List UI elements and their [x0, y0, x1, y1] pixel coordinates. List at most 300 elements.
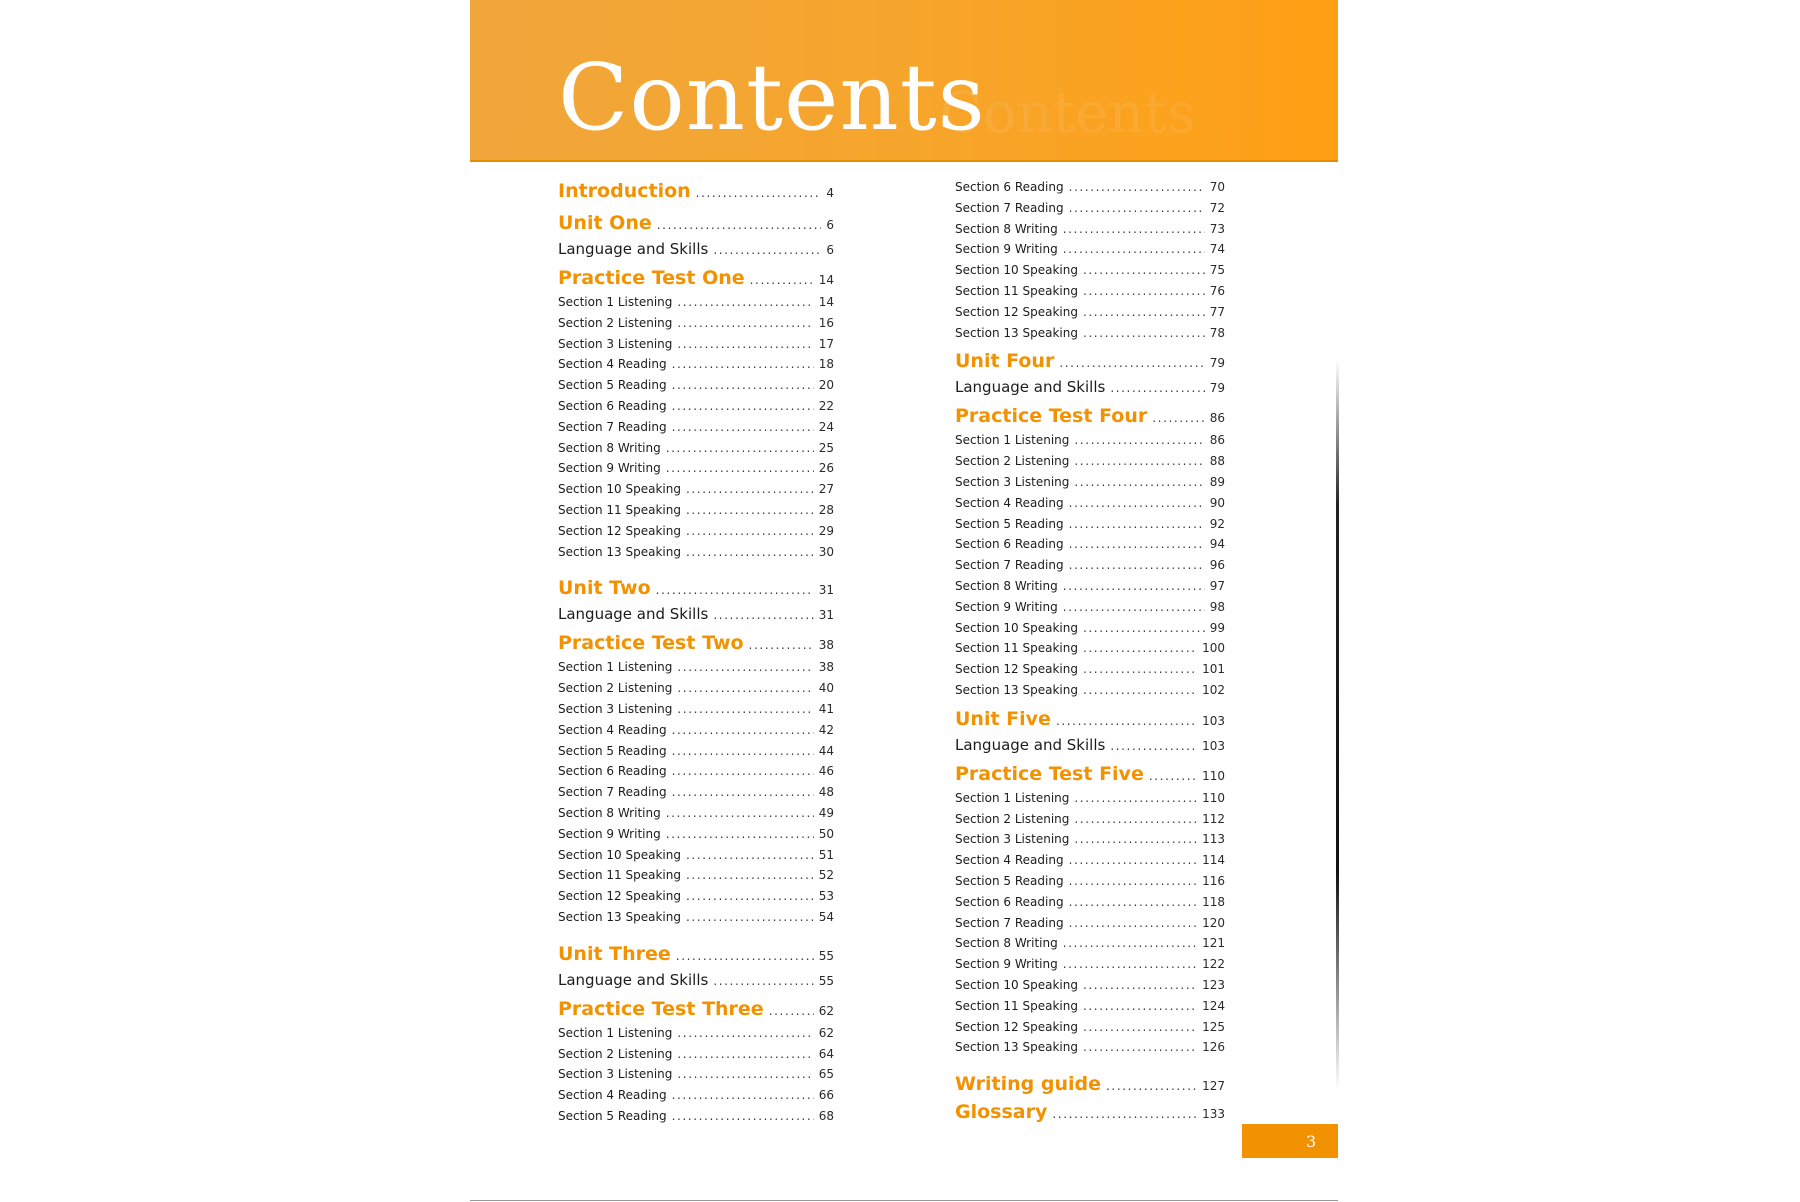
- toc-section-entry[interactable]: [955, 1020, 1225, 1041]
- toc-entry-page: 17: [818, 336, 834, 351]
- toc-dot-leader: [1083, 641, 1197, 655]
- toc-entry-page: 100: [1202, 641, 1225, 656]
- toc-dot-leader: [1069, 895, 1198, 909]
- toc-section-entry[interactable]: [955, 305, 1225, 326]
- toc-heading-entry[interactable]: [558, 212, 834, 240]
- toc-entry-title: Language and Skills: [558, 605, 709, 624]
- toc-section-entry[interactable]: [955, 242, 1225, 263]
- toc-entry-title: Section 2 Listening: [558, 315, 673, 330]
- toc-dot-leader: [1069, 916, 1198, 930]
- toc-entry-page: 62: [818, 1003, 834, 1018]
- toc-entry-title: Section 8 Writing: [955, 221, 1058, 236]
- toc-entry-page: 42: [818, 722, 834, 737]
- toc-section-entry[interactable]: [955, 978, 1225, 999]
- toc-entry-page: 14: [818, 273, 834, 287]
- toc-entry-page: 25: [818, 440, 834, 455]
- toc-entry-page: 92: [1209, 516, 1225, 531]
- toc-entry-title: Section 13 Speaking: [558, 544, 681, 559]
- toc-section-entry[interactable]: [955, 683, 1225, 704]
- toc-section-entry[interactable]: [955, 874, 1225, 895]
- toc-dot-leader: [672, 723, 814, 737]
- toc-entry-title: Section 11 Speaking: [955, 283, 1078, 298]
- toc-section-entry[interactable]: [955, 433, 1225, 454]
- toc-entry-title: Section 2 Listening: [955, 454, 1070, 469]
- toc-dot-leader: [1149, 769, 1197, 783]
- page-title: Contents: [558, 44, 986, 151]
- toc-entry-title: Section 11 Speaking: [558, 502, 681, 517]
- toc-section-entry[interactable]: [558, 910, 834, 931]
- toc-dot-leader: [1069, 496, 1205, 510]
- toc-entry-title: Section 8 Writing: [558, 440, 661, 455]
- toc-entry-title: Section 7 Reading: [558, 785, 667, 800]
- toc-dot-leader: [1063, 579, 1205, 593]
- toc-entry-title: Practice Test Four: [955, 405, 1148, 428]
- toc-entry-title: Section 9 Writing: [558, 826, 661, 841]
- toc-subheading-entry[interactable]: [558, 605, 834, 628]
- toc-section-entry[interactable]: [955, 517, 1225, 538]
- toc-entry-page: 68: [818, 1108, 834, 1123]
- toc-dot-leader: [1069, 874, 1198, 888]
- toc-entry-page: 114: [1202, 853, 1225, 868]
- toc-entry-page: 6: [826, 243, 834, 257]
- toc-entry-page: 126: [1202, 1040, 1225, 1055]
- toc-dot-leader: [666, 461, 814, 475]
- toc-entry-page: 44: [818, 743, 834, 758]
- toc-dot-leader: [672, 785, 814, 799]
- toc-entry-title: Glossary: [955, 1101, 1048, 1124]
- toc-entry-page: 41: [818, 701, 834, 716]
- toc-section-entry[interactable]: [558, 1067, 834, 1088]
- toc-dot-leader: [677, 660, 813, 674]
- toc-section-entry[interactable]: [558, 482, 834, 503]
- contents-banner: [470, 0, 1338, 162]
- toc-heading-entry[interactable]: [558, 998, 834, 1026]
- toc-entry-page: 26: [818, 461, 834, 476]
- toc-dot-leader: [686, 889, 814, 903]
- toc-section-entry[interactable]: [558, 524, 834, 545]
- toc-dot-leader: [677, 337, 813, 351]
- toc-section-entry[interactable]: [558, 1088, 834, 1109]
- toc-entry-page: 53: [818, 889, 834, 904]
- toc-entry-page: 121: [1202, 936, 1225, 951]
- toc-dot-leader: [1063, 600, 1205, 614]
- toc-dot-leader: [672, 399, 814, 413]
- toc-dot-leader: [672, 357, 814, 371]
- toc-entry-title: Introduction: [558, 180, 691, 202]
- toc-entry-page: 125: [1202, 1019, 1225, 1034]
- toc-dot-leader: [677, 1026, 813, 1040]
- toc-section-entry[interactable]: [558, 399, 834, 420]
- toc-dot-leader: [1063, 936, 1197, 950]
- toc-entry-title: Unit Three: [558, 942, 671, 965]
- toc-entry-title: Section 2 Listening: [558, 681, 673, 696]
- toc-entry-page: 73: [1209, 221, 1225, 236]
- toc-section-entry[interactable]: [955, 180, 1225, 201]
- toc-entry-title: Section 4 Reading: [955, 495, 1064, 510]
- toc-entry-page: 72: [1209, 200, 1225, 215]
- toc-entry-title: Language and Skills: [558, 240, 709, 258]
- toc-heading-entry[interactable]: [955, 1101, 1225, 1129]
- toc-entry-title: Section 6 Reading: [955, 894, 1064, 909]
- toc-entry-title: Section 7 Reading: [558, 419, 667, 434]
- toc-section-entry[interactable]: [558, 702, 834, 723]
- toc-entry-title: Section 13 Speaking: [955, 1040, 1078, 1055]
- page-number-tab: [1242, 1124, 1338, 1158]
- toc-section-entry[interactable]: [558, 316, 834, 337]
- toc-section-entry[interactable]: [955, 454, 1225, 475]
- toc-dot-leader: [713, 243, 821, 257]
- toc-dot-leader: [1083, 683, 1197, 697]
- toc-section-entry[interactable]: [955, 895, 1225, 916]
- toc-dot-leader: [713, 608, 813, 622]
- toc-entry-page: 113: [1202, 832, 1225, 847]
- toc-entry-title: Section 10 Speaking: [955, 263, 1078, 278]
- toc-section-entry[interactable]: [955, 1040, 1225, 1061]
- toc-entry-title: Section 10 Speaking: [558, 847, 681, 862]
- toc-section-entry[interactable]: [558, 848, 834, 869]
- toc-section-entry[interactable]: [558, 337, 834, 358]
- toc-section-entry[interactable]: [558, 868, 834, 889]
- toc-heading-entry[interactable]: [955, 763, 1225, 791]
- toc-entry-page: 51: [818, 847, 834, 862]
- toc-dot-leader: [1074, 812, 1197, 826]
- toc-entry-page: 94: [1209, 537, 1225, 552]
- toc-entry-page: 122: [1202, 957, 1225, 972]
- toc-section-entry[interactable]: [955, 641, 1225, 662]
- toc-section-entry[interactable]: [558, 461, 834, 482]
- toc-dot-leader: [686, 910, 814, 924]
- toc-section-entry[interactable]: [955, 600, 1225, 621]
- toc-entry-page: 79: [1209, 381, 1225, 396]
- toc-entry-title: Section 9 Writing: [955, 957, 1058, 972]
- toc-section-entry[interactable]: [955, 284, 1225, 305]
- toc-entry-title: Writing guide: [955, 1073, 1101, 1096]
- toc-entry-title: Section 10 Speaking: [955, 977, 1078, 992]
- toc-heading-entry[interactable]: [558, 577, 834, 605]
- toc-entry-title: Section 13 Speaking: [955, 325, 1078, 340]
- toc-entry-title: Unit One: [558, 212, 652, 234]
- toc-entry-title: Section 13 Speaking: [558, 909, 681, 924]
- toc-dot-leader: [1110, 739, 1197, 753]
- toc-section-entry[interactable]: [558, 378, 834, 399]
- toc-entry-page: 118: [1202, 894, 1225, 909]
- toc-dot-leader: [1056, 714, 1197, 728]
- toc-dot-leader: [1063, 242, 1205, 256]
- toc-section-entry[interactable]: [558, 806, 834, 827]
- toc-entry-page: 102: [1202, 682, 1225, 697]
- toc-dot-leader: [1083, 662, 1197, 676]
- toc-entry-page: 31: [818, 608, 834, 623]
- toc-dot-leader: [1152, 411, 1204, 425]
- toc-section-entry[interactable]: [558, 295, 834, 316]
- toc-entry-page: 110: [1202, 790, 1225, 805]
- toc-section-entry[interactable]: [955, 263, 1225, 284]
- toc-section-entry[interactable]: [955, 957, 1225, 978]
- toc-entry-title: Section 5 Reading: [955, 516, 1064, 531]
- toc-section-entry[interactable]: [955, 832, 1225, 853]
- toc-section-entry[interactable]: [955, 999, 1225, 1020]
- toc-entry-title: Section 7 Reading: [955, 558, 1064, 573]
- toc-entry-title: Section 1 Listening: [558, 295, 673, 309]
- toc-entry-title: Section 12 Speaking: [955, 304, 1078, 319]
- toc-section-entry[interactable]: [955, 936, 1225, 957]
- toc-entry-page: 40: [818, 681, 834, 696]
- toc-entry-page: 133: [1202, 1107, 1225, 1122]
- toc-entry-title: Section 4 Reading: [558, 1088, 667, 1103]
- toc-entry-title: Section 4 Reading: [558, 722, 667, 737]
- toc-dot-leader: [1083, 305, 1205, 319]
- toc-section-entry[interactable]: [955, 222, 1225, 243]
- toc-section-entry[interactable]: [955, 791, 1225, 812]
- toc-entry-page: 48: [818, 785, 834, 800]
- toc-subheading-entry[interactable]: [558, 240, 834, 263]
- toc-dot-leader: [1083, 978, 1197, 992]
- toc-entry-page: 29: [818, 523, 834, 538]
- toc-subheading-entry[interactable]: [558, 971, 834, 994]
- toc-heading-entry[interactable]: [558, 180, 834, 208]
- toc-section-entry[interactable]: [558, 1047, 834, 1068]
- toc-entry-page: 54: [818, 909, 834, 924]
- toc-entry-page: 123: [1202, 977, 1225, 992]
- toc-entry-page: 28: [818, 502, 834, 517]
- toc-section-entry[interactable]: [955, 201, 1225, 222]
- toc-entry-page: 62: [818, 1025, 834, 1040]
- toc-dot-leader: [677, 1047, 813, 1061]
- toc-section-entry[interactable]: [558, 420, 834, 441]
- toc-dot-leader: [1069, 558, 1205, 572]
- toc-entry-title: Section 8 Writing: [955, 578, 1058, 593]
- toc-section-entry[interactable]: [558, 681, 834, 702]
- toc-entry-title: Section 6 Reading: [558, 398, 667, 413]
- toc-entry-page: 90: [1209, 495, 1225, 510]
- toc-section-entry[interactable]: [558, 785, 834, 806]
- toc-entry-page: 52: [818, 868, 834, 883]
- toc-entry-title: Section 1 Listening: [955, 433, 1070, 448]
- toc-section-entry[interactable]: [558, 503, 834, 524]
- toc-dot-leader: [1083, 1020, 1197, 1034]
- toc-dot-leader: [677, 681, 813, 695]
- toc-entry-page: 110: [1202, 768, 1225, 783]
- toc-entry-title: Section 1 Listening: [558, 1025, 673, 1040]
- toc-entry-title: Section 8 Writing: [955, 936, 1058, 951]
- toc-entry-title: Section 2 Listening: [558, 1046, 673, 1061]
- toc-entry-page: 76: [1209, 283, 1225, 298]
- toc-entry-title: Section 9 Writing: [955, 242, 1058, 257]
- toc-entry-page: 74: [1209, 242, 1225, 257]
- toc-section-entry[interactable]: [955, 853, 1225, 874]
- toc-section-entry[interactable]: [955, 916, 1225, 937]
- toc-entry-title: Section 9 Writing: [558, 461, 661, 476]
- toc-section-entry[interactable]: [558, 1109, 834, 1130]
- toc-entry-title: Section 11 Speaking: [558, 868, 681, 883]
- toc-entry-page: 46: [818, 764, 834, 779]
- toc-dot-leader: [672, 420, 814, 434]
- toc-dot-leader: [1083, 284, 1205, 298]
- toc-entry-title: Unit Two: [558, 577, 651, 600]
- toc-entry-page: 64: [818, 1046, 834, 1061]
- toc-entry-title: Language and Skills: [955, 735, 1106, 754]
- toc-entry-page: 16: [818, 315, 834, 330]
- toc-dot-leader: [676, 949, 814, 963]
- toc-section-entry[interactable]: [955, 621, 1225, 642]
- toc-entry-page: 75: [1209, 263, 1225, 278]
- toc-entry-page: 112: [1202, 811, 1225, 826]
- toc-entry-title: Section 13 Speaking: [955, 682, 1078, 697]
- banner-watermark-text: Contents: [940, 81, 1196, 146]
- toc-dot-leader: [1052, 1107, 1197, 1121]
- toc-section-entry[interactable]: [955, 558, 1225, 579]
- toc-entry-page: 77: [1209, 304, 1225, 319]
- toc-dot-leader: [677, 702, 813, 716]
- toc-entry-title: Practice Test One: [558, 267, 745, 289]
- toc-entry-page: 78: [1209, 325, 1225, 340]
- toc-entry-page: 86: [1209, 411, 1225, 426]
- toc-entry-page: 124: [1202, 998, 1225, 1013]
- toc-dot-leader: [1106, 1079, 1197, 1093]
- toc-dot-leader: [666, 827, 814, 841]
- toc-entry-page: 38: [818, 638, 834, 653]
- toc-dot-leader: [1059, 356, 1204, 370]
- toc-section-entry[interactable]: [955, 537, 1225, 558]
- toc-section-entry[interactable]: [558, 889, 834, 910]
- toc-dot-leader: [672, 1088, 814, 1102]
- toc-entry-title: Practice Test Three: [558, 997, 764, 1020]
- toc-dot-leader: [749, 638, 814, 652]
- toc-section-entry[interactable]: [955, 475, 1225, 496]
- toc-entry-page: 31: [818, 583, 834, 598]
- toc-heading-entry[interactable]: [558, 943, 834, 971]
- toc-entry-page: 65: [818, 1067, 834, 1082]
- toc-entry-title: Section 7 Reading: [955, 915, 1064, 930]
- toc-entry-title: Practice Test Five: [955, 762, 1144, 785]
- toc-entry-title: Section 3 Listening: [955, 474, 1070, 489]
- toc-dot-leader: [1069, 537, 1205, 551]
- toc-entry-page: 96: [1209, 558, 1225, 573]
- toc-dot-leader: [657, 218, 822, 232]
- toc-entry-title: Section 11 Speaking: [955, 641, 1078, 656]
- toc-dot-leader: [677, 316, 813, 330]
- toc-entry-page: 50: [818, 826, 834, 841]
- toc-entry-title: Section 10 Speaking: [955, 620, 1078, 635]
- toc-dot-leader: [1074, 454, 1204, 468]
- toc-entry-page: 18: [818, 357, 834, 372]
- toc-dot-leader: [686, 503, 814, 517]
- toc-section-entry[interactable]: [558, 744, 834, 765]
- toc-section-entry[interactable]: [558, 545, 834, 566]
- toc-heading-entry[interactable]: [955, 405, 1225, 433]
- toc-entry-title: Practice Test Two: [558, 632, 744, 655]
- toc-entry-title: Section 4 Reading: [558, 357, 667, 372]
- toc-heading-entry[interactable]: [558, 632, 834, 660]
- toc-subheading-entry[interactable]: [955, 736, 1225, 759]
- toc-entry-title: Section 5 Reading: [558, 743, 667, 758]
- toc-entry-page: 88: [1209, 454, 1225, 469]
- toc-entry-title: Unit Five: [955, 707, 1051, 730]
- toc-dot-leader: [686, 524, 814, 538]
- toc-dot-leader: [1083, 263, 1205, 277]
- toc-entry-page: 99: [1209, 620, 1225, 635]
- toc-left-column: [558, 180, 834, 1130]
- toc-dot-leader: [1063, 222, 1205, 236]
- toc-entry-page: 4: [826, 186, 834, 200]
- toc-entry-title: Section 6 Reading: [955, 180, 1064, 194]
- toc-entry-page: 97: [1209, 578, 1225, 593]
- toc-dot-leader: [696, 186, 822, 200]
- toc-entry-page: 22: [818, 398, 834, 413]
- toc-subheading-entry[interactable]: [955, 378, 1225, 401]
- toc-entry-page: 49: [818, 805, 834, 820]
- toc-section-entry[interactable]: [955, 579, 1225, 600]
- toc-entry-page: 70: [1209, 180, 1225, 194]
- contents-page: [470, 0, 1338, 1202]
- toc-section-entry[interactable]: [558, 827, 834, 848]
- toc-section-entry[interactable]: [955, 496, 1225, 517]
- toc-entry-title: Unit Four: [955, 350, 1055, 373]
- page-number: 3: [1306, 1132, 1317, 1151]
- toc-dot-leader: [672, 378, 814, 392]
- toc-dot-leader: [1069, 180, 1205, 194]
- toc-section-entry[interactable]: [558, 723, 834, 744]
- toc-entry-page: 103: [1202, 713, 1225, 728]
- toc-dot-leader: [672, 744, 814, 758]
- toc-entry-title: Section 10 Speaking: [558, 482, 681, 497]
- toc-entry-title: Section 3 Listening: [558, 336, 673, 351]
- toc-heading-entry[interactable]: [558, 267, 834, 295]
- toc-entry-page: 89: [1209, 474, 1225, 489]
- toc-dot-leader: [1083, 999, 1197, 1013]
- toc-entry-title: Section 12 Speaking: [955, 662, 1078, 677]
- toc-section-entry[interactable]: [955, 662, 1225, 683]
- toc-dot-leader: [1069, 517, 1205, 531]
- toc-dot-leader: [1083, 621, 1205, 635]
- toc-entry-page: 55: [818, 948, 834, 963]
- toc-heading-entry[interactable]: [955, 350, 1225, 378]
- toc-dot-leader: [1063, 957, 1197, 971]
- toc-dot-leader: [1074, 832, 1197, 846]
- toc-entry-title: Section 1 Listening: [558, 660, 673, 675]
- toc-entry-title: Language and Skills: [955, 378, 1106, 397]
- toc-entry-page: 86: [1209, 433, 1225, 448]
- toc-entry-title: Section 3 Listening: [955, 832, 1070, 847]
- toc-entry-page: 120: [1202, 915, 1225, 930]
- toc-section-entry[interactable]: [558, 1026, 834, 1047]
- toc-dot-leader: [677, 1067, 813, 1081]
- toc-entry-page: 30: [818, 544, 834, 559]
- toc-entry-page: 27: [818, 482, 834, 497]
- toc-dot-leader: [1074, 475, 1204, 489]
- toc-dot-leader: [686, 545, 814, 559]
- toc-entry-title: Section 5 Reading: [558, 378, 667, 393]
- toc-section-entry[interactable]: [558, 764, 834, 785]
- toc-section-entry[interactable]: [955, 812, 1225, 833]
- toc-entry-page: 6: [826, 218, 834, 232]
- toc-heading-entry[interactable]: [955, 708, 1225, 736]
- toc-heading-entry[interactable]: [955, 1073, 1225, 1101]
- toc-dot-leader: [677, 295, 813, 309]
- toc-section-entry[interactable]: [558, 441, 834, 462]
- toc-dot-leader: [750, 273, 814, 287]
- toc-dot-leader: [1110, 381, 1204, 395]
- toc-entry-page: 127: [1202, 1079, 1225, 1094]
- toc-dot-leader: [686, 848, 814, 862]
- toc-section-entry[interactable]: [558, 357, 834, 378]
- toc-entry-title: Section 11 Speaking: [955, 998, 1078, 1013]
- toc-section-entry[interactable]: [955, 326, 1225, 347]
- toc-entry-title: Section 1 Listening: [955, 790, 1070, 805]
- toc-entry-title: Section 12 Speaking: [955, 1019, 1078, 1034]
- toc-section-entry[interactable]: [558, 660, 834, 681]
- toc-dot-leader: [1074, 791, 1197, 805]
